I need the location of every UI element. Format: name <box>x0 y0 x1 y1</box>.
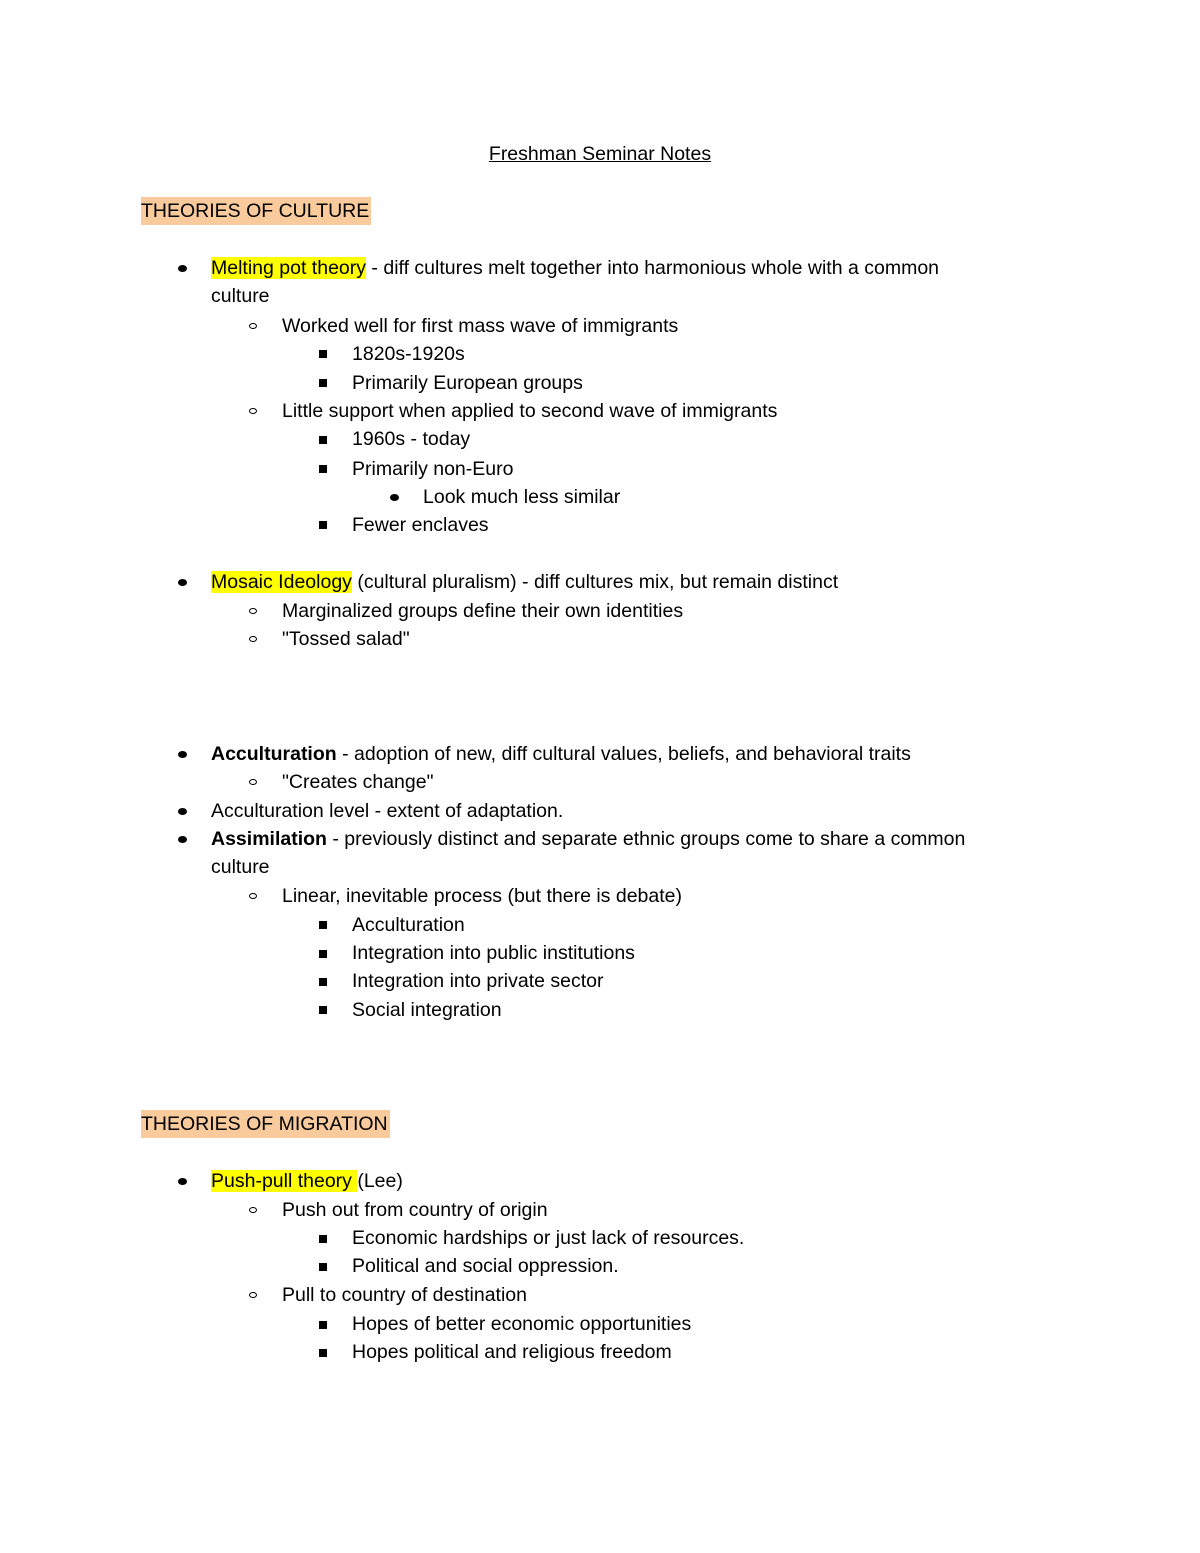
bullet-square-icon <box>319 521 327 529</box>
page-title: Freshman Seminar Notes <box>488 143 712 165</box>
list-item-melting-pot <box>211 254 939 282</box>
definition-mosaic: (cultural pluralism) - diff cultures mix, but remain distinct <box>351 571 839 593</box>
bullet-square-icon <box>319 950 327 958</box>
list-item-mosaic <box>211 568 838 596</box>
list-item: Integration into private sector <box>352 970 604 992</box>
bullet-disc-icon <box>178 265 187 272</box>
bullet-square-icon <box>319 978 327 986</box>
bullet-circle-icon <box>249 408 257 414</box>
list-item: Primarily European groups <box>352 372 583 394</box>
bullet-square-icon <box>319 1235 327 1243</box>
list-item: Political and social oppression. <box>352 1255 619 1277</box>
bullet-circle-icon <box>249 779 257 785</box>
bullet-square-icon <box>319 921 327 929</box>
bullet-square-icon <box>319 1006 327 1014</box>
list-item: "Tossed salad" <box>282 628 410 650</box>
bullet-circle-icon <box>249 1207 257 1213</box>
list-item-acculturation <box>211 740 911 768</box>
section-heading-migration: THEORIES OF MIGRATION <box>141 1110 390 1138</box>
term-melting-pot: Melting pot theory <box>211 257 367 279</box>
continuation-text: culture <box>211 856 270 878</box>
list-item: Pull to country of destination <box>282 1284 527 1306</box>
bullet-disc-icon <box>178 579 187 586</box>
definition-melting-pot: - diff cultures melt together into harmonious whole with a common <box>366 257 940 279</box>
bullet-disc-icon <box>178 836 187 843</box>
bullet-disc-icon <box>178 808 187 815</box>
list-item: Marginalized groups define their own identities <box>282 600 684 622</box>
bullet-square-icon <box>319 379 327 387</box>
list-item: Worked well for first mass wave of immigrants <box>282 315 679 337</box>
bullet-circle-icon <box>249 893 257 899</box>
list-item: Primarily non-Euro <box>352 458 514 480</box>
bullet-square-icon <box>319 1349 327 1357</box>
bullet-disc-icon <box>178 1178 187 1185</box>
term-mosaic: Mosaic Ideology <box>211 571 352 593</box>
bullet-circle-icon <box>249 608 257 614</box>
list-item: Push out from country of origin <box>282 1199 548 1221</box>
bullet-circle-icon <box>249 1292 257 1298</box>
bullet-disc-icon <box>178 751 187 758</box>
bullet-circle-icon <box>249 636 257 642</box>
list-item: Fewer enclaves <box>352 514 489 536</box>
list-item: Little support when applied to second wave of immigrants <box>282 400 778 422</box>
definition-acculturation: - adoption of new, diff cultural values, beliefs, and behavioral traits <box>336 743 911 765</box>
definition-push-pull: (Lee) <box>357 1170 403 1192</box>
list-item-assimilation <box>211 825 965 853</box>
list-item: Economic hardships or just lack of resources. <box>352 1227 745 1249</box>
list-item: Look much less similar <box>423 486 621 508</box>
list-item: Hopes political and religious freedom <box>352 1341 672 1363</box>
list-item: Linear, inevitable process (but there is debate) <box>282 885 682 907</box>
list-item: Integration into public institutions <box>352 942 635 964</box>
term-push-pull: Push-pull theory <box>211 1170 358 1192</box>
definition-assimilation: - previously distinct and separate ethnic groups come to share a common <box>326 828 966 850</box>
bullet-square-icon <box>319 1321 327 1329</box>
term-assimilation: Assimilation <box>211 828 327 850</box>
list-item: 1960s - today <box>352 428 471 450</box>
bullet-square-icon <box>319 1263 327 1271</box>
bullet-circle-icon <box>249 323 257 329</box>
list-item: Acculturation level - extent of adaptation. <box>211 800 564 822</box>
term-acculturation: Acculturation <box>211 743 337 765</box>
continuation-text: culture <box>211 285 270 307</box>
list-item: "Creates change" <box>282 771 434 793</box>
bullet-disc-icon <box>390 494 399 501</box>
bullet-square-icon <box>319 436 327 444</box>
list-item: Social integration <box>352 999 502 1021</box>
section-heading-culture: THEORIES OF CULTURE <box>141 197 371 225</box>
list-item-push-pull <box>211 1167 403 1195</box>
list-item: 1820s-1920s <box>352 343 465 365</box>
bullet-square-icon <box>319 350 327 358</box>
list-item: Acculturation <box>352 914 465 936</box>
bullet-square-icon <box>319 465 327 473</box>
list-item: Hopes of better economic opportunities <box>352 1313 692 1335</box>
